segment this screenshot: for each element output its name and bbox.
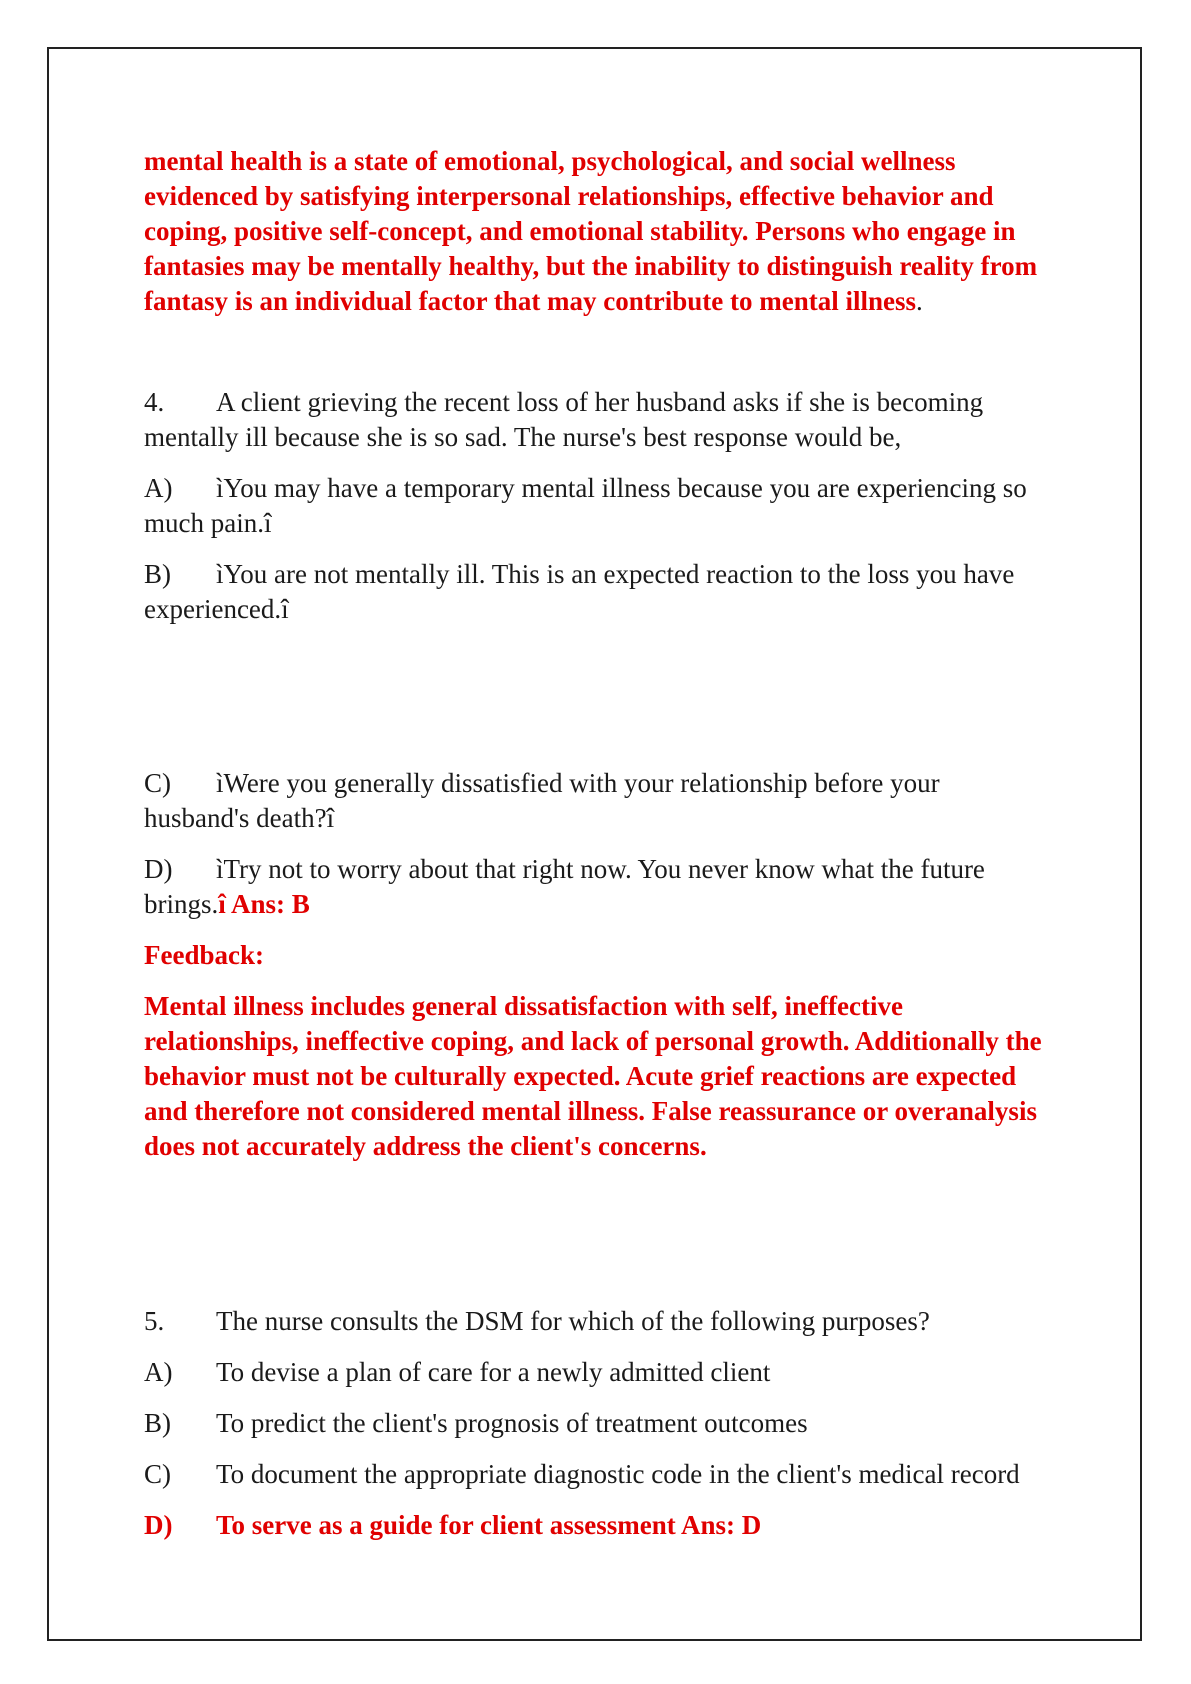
option-text: To devise a plan of care for a newly admitted client [216, 1357, 771, 1387]
question-4-option-a [144, 471, 1049, 541]
question-5-number: 5. [144, 1306, 165, 1336]
option-label: D) [144, 854, 173, 884]
question-5-option-b [144, 1406, 1049, 1441]
option-text: ìYou are not mentally ill. This is an expected reaction to the loss you have experienced.î [144, 559, 1015, 624]
option-label: B) [144, 559, 171, 589]
option-text: ìYou may have a temporary mental illness because you are experiencing so much pain.î [144, 473, 1027, 538]
option-text: ìWere you generally dissatisfied with your relationship before your husband's death?î [144, 768, 940, 833]
question-5-text: The nurse consults the DSM for which of the following purposes? [216, 1306, 930, 1336]
feedback-label: Feedback: [144, 940, 264, 970]
question-4-stem [144, 385, 1049, 455]
question-5-option-d-answer [144, 1508, 1049, 1543]
document-content [144, 144, 1049, 1559]
option-label: C) [144, 768, 171, 798]
question-4-text: A client grieving the recent loss of her husband asks if she is becoming mentally ill because she is so sad. The nurse's best response would be, [144, 387, 984, 452]
question-4-number: 4. [144, 387, 165, 417]
option-label: C) [144, 1459, 171, 1489]
option-label: A) [144, 473, 173, 503]
question-4-option-c [144, 766, 1049, 836]
option-label: B) [144, 1408, 171, 1438]
option-label: D) [144, 1510, 173, 1540]
spacer [144, 1180, 1049, 1304]
intro-feedback-period: . [916, 286, 923, 316]
spacer [144, 643, 1049, 766]
option-text: To serve as a guide for client assessment Ans: D [216, 1510, 762, 1540]
question-4-option-b [144, 557, 1049, 627]
spacer [144, 335, 1049, 385]
intro-feedback-text: mental health is a state of emotional, psychological, and social wellness evidenced by satisfying interpersonal relationships, effective behavior and coping, positive self-concept, and emotional stability. Persons who engage in fantasies may be mentally healthy, but the inability to distinguish reality from fantasy is an individual factor that may contribute to mental illness [144, 146, 1038, 316]
question-4-option-d [144, 852, 1049, 922]
question-5-option-a [144, 1355, 1049, 1390]
question-5-stem [144, 1304, 1049, 1339]
question-4-answer: Ans: B [225, 889, 310, 919]
intro-feedback-paragraph [144, 144, 1049, 319]
option-label: A) [144, 1357, 173, 1387]
question-4-feedback: Mental illness includes general dissatisfaction with self, ineffective relationships, ineffective coping, and lack of personal growth. Additionally the behavior must not be culturally expected. Acute grief reactions are expected and therefore not considered mental illness. False reassurance or overanalysis does not accurately address the client's concerns. [144, 991, 1042, 1161]
option-text: To document the appropriate diagnostic code in the client's medical record [216, 1459, 1020, 1489]
option-text: ìTry not to worry about that right now. You never know what the future brings. [144, 854, 985, 919]
question-5-option-c [144, 1457, 1049, 1492]
option-d-quote-end: î [218, 889, 226, 919]
option-text: To predict the client's prognosis of treatment outcomes [216, 1408, 808, 1438]
